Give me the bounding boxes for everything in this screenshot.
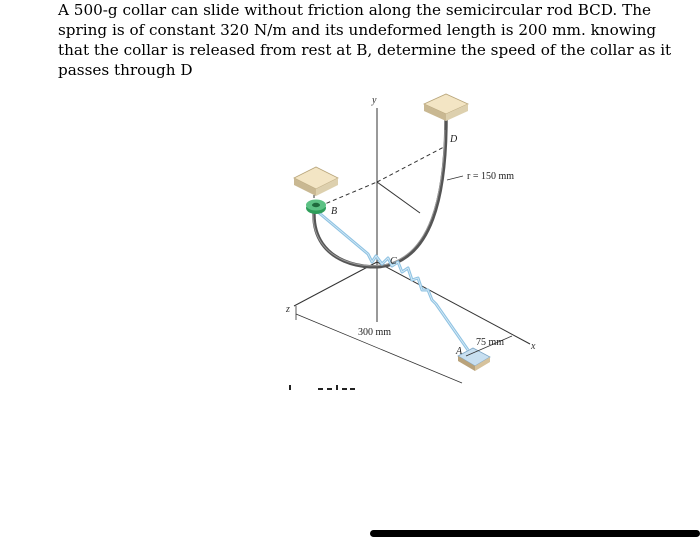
- semicircular-rod: [314, 118, 446, 267]
- radius-leader: [447, 176, 463, 180]
- collar-b: [306, 200, 326, 215]
- label-radius: r = 150 mm: [467, 171, 515, 182]
- support-block-b: [294, 167, 338, 196]
- label-d: D: [450, 134, 458, 145]
- problem-line-2: spring is of constant 320 N/m and its undeformed length is 200 mm. knowing: [58, 21, 657, 39]
- label-b: B: [331, 206, 338, 217]
- dim-300-line: [296, 314, 462, 383]
- z-axis-label: z: [286, 304, 290, 315]
- problem-line-1: A 500-g collar can slide without friction along the semicircular rod BCD. The: [58, 1, 651, 19]
- support-block-d: [424, 94, 468, 121]
- problem-line-3: that the collar is released from rest at B, determine the speed of the collar as it: [58, 41, 672, 59]
- anchor-a: [458, 348, 490, 371]
- label-300mm: 300 mm: [358, 327, 392, 338]
- label-c: C: [390, 256, 397, 267]
- x-axis-label: x: [531, 341, 536, 352]
- z-axis-line: [294, 262, 377, 306]
- partial-marks: [289, 385, 355, 390]
- label-a: A: [456, 346, 463, 357]
- radius-line: [377, 182, 420, 213]
- home-indicator-bar[interactable]: [370, 530, 700, 537]
- y-axis-label: y: [372, 95, 377, 106]
- label-75mm: 75 mm: [476, 337, 505, 348]
- dashed-line-d: [377, 147, 444, 182]
- problem-line-4: passes through D: [58, 61, 193, 79]
